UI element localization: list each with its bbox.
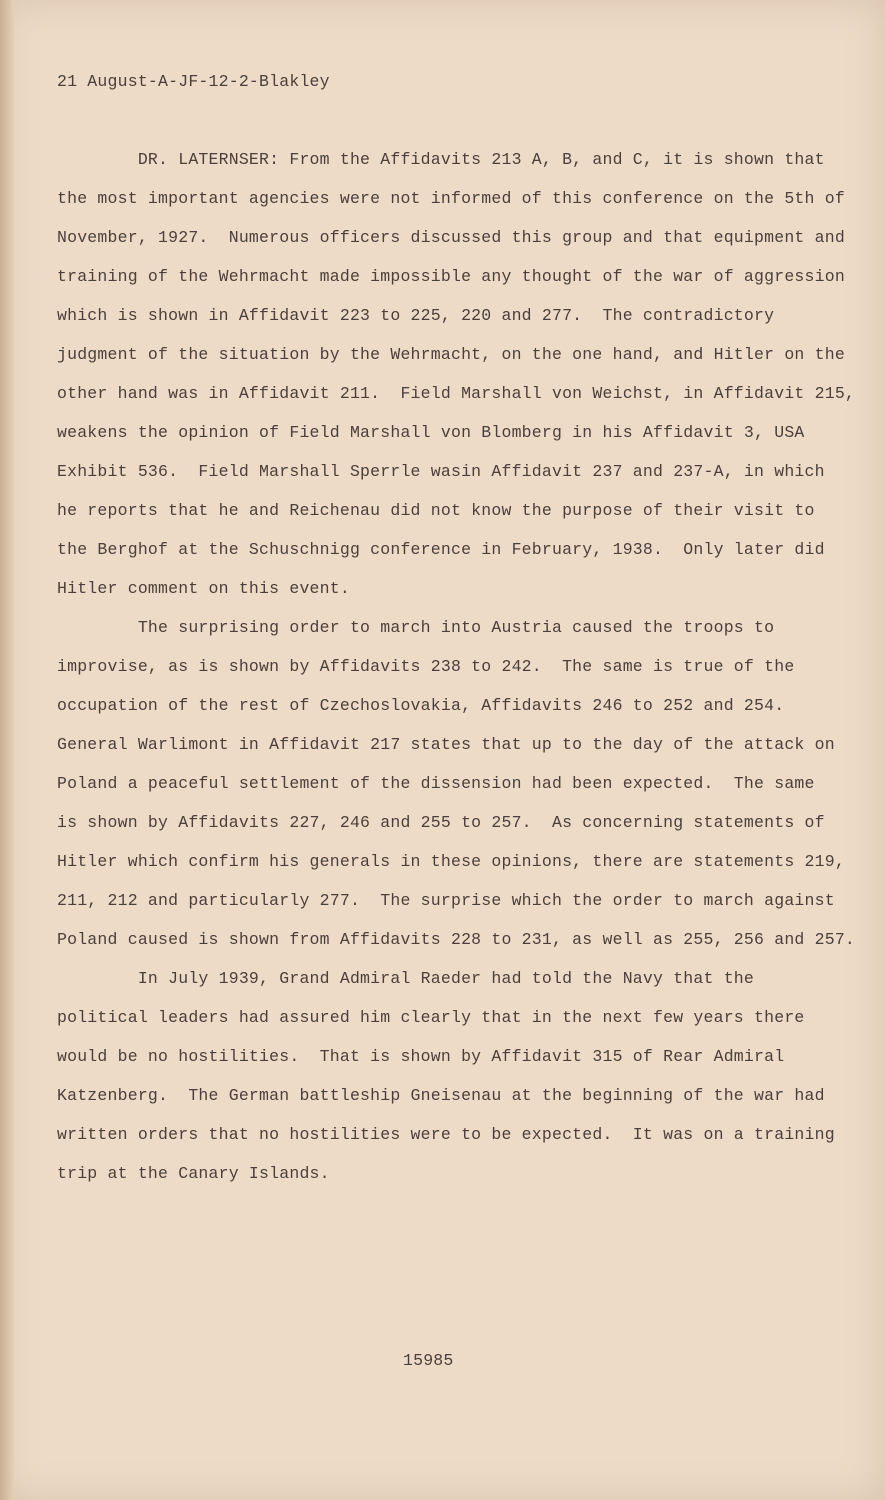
- text-line: trip at the Canary Islands.: [57, 1164, 330, 1183]
- text-line: Exhibit 536. Field Marshall Sperrle wasin Affidavit 237 and 237-A, in which: [57, 462, 825, 481]
- text-line: The surprising order to march into Austria caused the troops to: [57, 618, 775, 637]
- page-number: 15985: [403, 1351, 454, 1370]
- text-line: would be no hostilities. That is shown by Affidavit 315 of Rear Admiral: [57, 1047, 785, 1066]
- text-line: written orders that no hostilities were to be expected. It was on a training: [57, 1125, 835, 1144]
- text-line: other hand was in Affidavit 211. Field Marshall von Weichst, in Affidavit 215,: [57, 384, 856, 403]
- text-line: occupation of the rest of Czechoslovakia, Affidavits 246 to 252 and 254.: [57, 696, 785, 715]
- text-line: he reports that he and Reichenau did not know the purpose of their visit to: [57, 501, 815, 520]
- text-line: the Berghof at the Schuschnigg conference in February, 1938. Only later did: [57, 540, 825, 559]
- text-line: weakens the opinion of Field Marshall von Blomberg in his Affidavit 3, USA: [57, 423, 805, 442]
- text-line: 211, 212 and particularly 277. The surprise which the order to march against: [57, 891, 835, 910]
- text-line: Hitler comment on this event.: [57, 579, 350, 598]
- text-line: the most important agencies were not informed of this conference on the 5th of: [57, 189, 845, 208]
- text-line: DR. LATERNSER: From the Affidavits 213 A, B, and C, it is shown that: [57, 150, 825, 169]
- text-line: is shown by Affidavits 227, 246 and 255 to 257. As concerning statements of: [57, 813, 825, 832]
- paper-edge: [0, 0, 14, 1500]
- text-line: In July 1939, Grand Admiral Raeder had told the Navy that the: [57, 969, 755, 988]
- text-line: Poland a peaceful settlement of the dissension had been expected. The same: [57, 774, 815, 793]
- text-line: political leaders had assured him clearly that in the next few years there: [57, 1008, 805, 1027]
- text-line: General Warlimont in Affidavit 217 states that up to the day of the attack on: [57, 735, 835, 754]
- text-line: Poland caused is shown from Affidavits 228 to 231, as well as 255, 256 and 257.: [57, 930, 856, 949]
- text-line: Hitler which confirm his generals in these opinions, there are statements 219,: [57, 852, 845, 871]
- text-line: judgment of the situation by the Wehrmacht, on the one hand, and Hitler on the: [57, 345, 845, 364]
- text-line: Katzenberg. The German battleship Gneisenau at the beginning of the war had: [57, 1086, 825, 1105]
- text-line: improvise, as is shown by Affidavits 238 to 242. The same is true of the: [57, 657, 795, 676]
- document-reference: 21 August-A-JF-12-2-Blakley: [57, 72, 330, 91]
- text-line: training of the Wehrmacht made impossible any thought of the war of aggression: [57, 267, 845, 286]
- text-line: November, 1927. Numerous officers discussed this group and that equipment and: [57, 228, 845, 247]
- text-line: which is shown in Affidavit 223 to 225, 220 and 277. The contradictory: [57, 306, 775, 325]
